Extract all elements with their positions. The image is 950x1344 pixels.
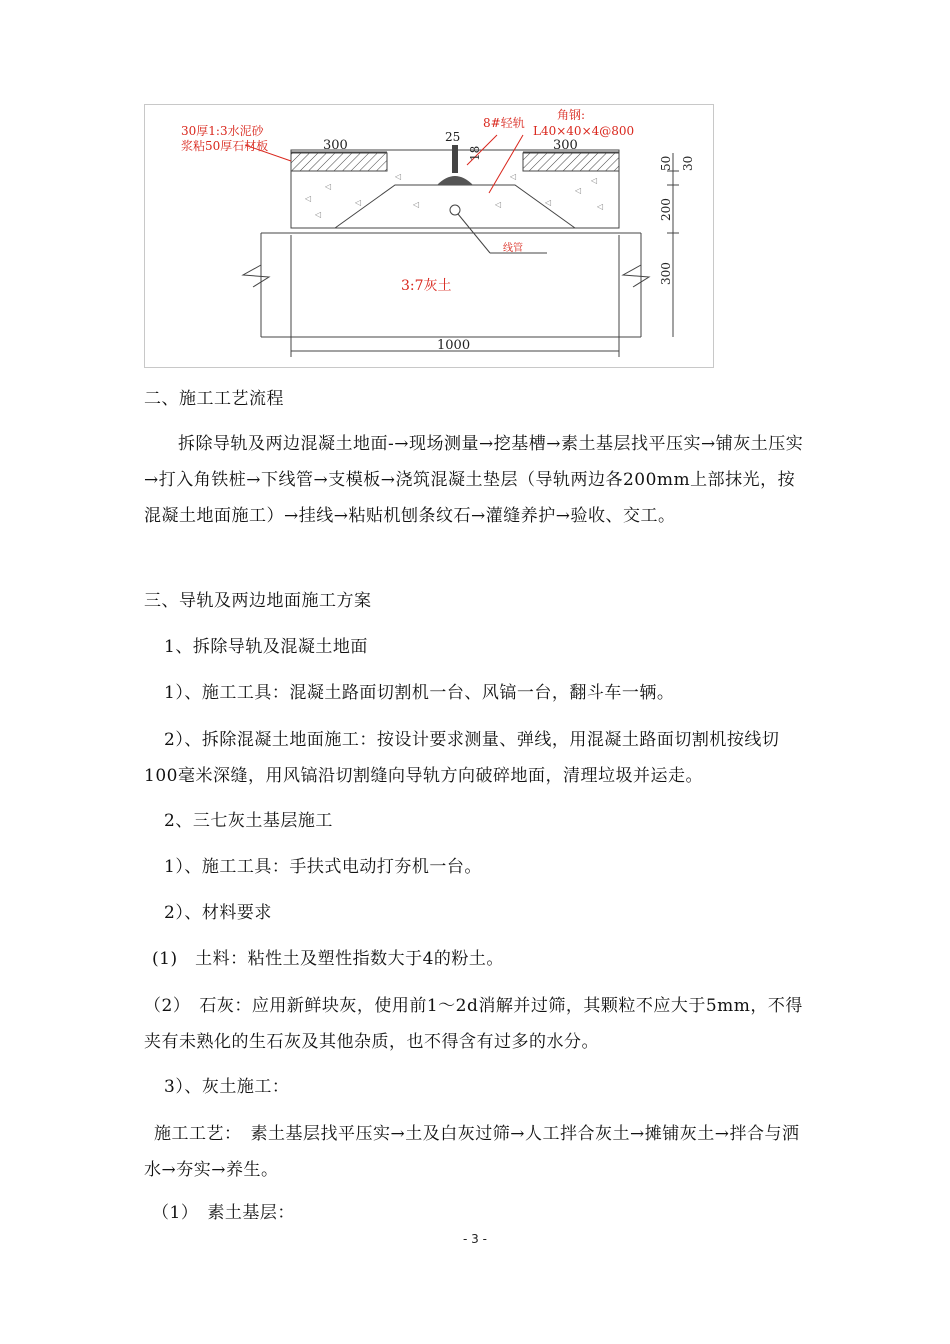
label-mortar-line1: 30厚1:3水泥砂 xyxy=(181,124,264,138)
page-number: - 3 - xyxy=(463,1232,487,1246)
text-plain-soil: （1） 素土基层： xyxy=(152,1203,295,1223)
svg-text:◁: ◁ xyxy=(305,194,312,203)
heading-construction-plan: 三、导轨及两边地面施工方案 xyxy=(144,591,372,611)
subheading-2 xyxy=(144,804,809,838)
dim-50: 50 xyxy=(659,155,673,171)
item-process xyxy=(144,1116,809,1188)
material-lime xyxy=(144,988,809,1060)
text-materials: 2）、材料要求 xyxy=(164,903,272,923)
label-angle-line2: L40×40×4@800 xyxy=(533,124,635,138)
diagram-svg xyxy=(145,105,715,369)
svg-text:◁: ◁ xyxy=(413,200,420,209)
subheading-1 xyxy=(144,630,809,664)
item-materials xyxy=(144,896,809,930)
item-demolish xyxy=(144,722,809,794)
svg-text:◁: ◁ xyxy=(355,198,362,207)
pipe-circle xyxy=(450,205,460,215)
svg-text:◁: ◁ xyxy=(575,186,582,195)
text-demolish: 2）、拆除混凝土地面施工：按设计要求测量、弹线，用混凝土路面切割机按线切100毫米深缝，用风镐沿切割缝向导轨方向破碎地面，清理垃圾并运走。 xyxy=(144,730,780,786)
dim-300-side: 300 xyxy=(659,262,673,285)
section-heading-3 xyxy=(144,584,809,618)
stone-slab-left xyxy=(291,153,387,171)
heading-process-flow: 二、施工工艺流程 xyxy=(144,389,284,409)
rail-web xyxy=(452,145,458,173)
svg-text:◁: ◁ xyxy=(325,182,332,191)
item-tools-1 xyxy=(144,676,809,710)
text-lime-construction: 3）、灰土施工： xyxy=(164,1077,290,1097)
item-plain-soil xyxy=(144,1196,809,1230)
heading-lime-base: 2、三七灰土基层施工 xyxy=(164,811,333,831)
item-tools-2 xyxy=(144,850,809,884)
svg-text:◁: ◁ xyxy=(545,198,552,207)
rail-section-diagram xyxy=(144,104,714,368)
stone-slab-right xyxy=(523,153,619,171)
label-angle-line1: 角钢: xyxy=(557,108,586,122)
section-heading-2 xyxy=(144,382,809,416)
svg-text:◁: ◁ xyxy=(315,210,322,219)
item-lime-construction xyxy=(144,1070,809,1104)
material-soil xyxy=(144,942,809,976)
svg-text:◁: ◁ xyxy=(510,172,517,181)
label-mortar-line2: 浆粘50厚石材板 xyxy=(181,139,269,153)
process-flow-text: 拆除导轨及两边混凝土地面-→现场测量→挖基槽→素土基层找平压实→铺灰土压实→打入角铁桩→下线管→支模板→浇筑混凝土垫层（导轨两边各200mm上部抹光，按混凝土地面施工）→挂线→粘贴机刨条纹石→灌缝养护→验收、交工。 xyxy=(144,434,804,526)
text-material-lime: （2） 石灰：应用新鲜块灰，使用前1～2d消解并过筛，其颗粒不应大于5mm，不得夹有未熟化的生石灰及其他杂质，也不得含有过多的水分。 xyxy=(144,996,803,1052)
heading-demolish: 1、拆除导轨及混凝土地面 xyxy=(164,637,368,657)
text-tools-2: 1）、施工工具：手扶式电动打夯机一台。 xyxy=(164,857,482,877)
svg-text:◁: ◁ xyxy=(591,176,598,185)
svg-text:◁: ◁ xyxy=(495,200,502,209)
text-process: 施工工艺： 素土基层找平压实→土及白灰过筛→人工拌合灰土→摊铺灰土→拌合与洒水→夯实→养生。 xyxy=(144,1124,800,1180)
break-mark-right xyxy=(623,265,649,287)
process-flow-paragraph xyxy=(144,426,809,534)
label-lime-soil: 3:7灰土 xyxy=(401,278,452,294)
dim-1000: 1000 xyxy=(437,338,471,353)
dim-300-left: 300 xyxy=(323,138,348,153)
dim-18: 18 xyxy=(468,145,482,161)
text-tools-1: 1）、施工工具：混凝土路面切割机一台、风镐一台，翻斗车一辆。 xyxy=(164,683,675,703)
dim-25: 25 xyxy=(445,130,461,144)
text-material-soil: (1) 土料：粘性土及塑性指数大于4的粉土。 xyxy=(152,949,504,969)
svg-text:◁: ◁ xyxy=(597,202,604,211)
dim-300-right: 300 xyxy=(553,138,578,153)
dim-200: 200 xyxy=(659,198,673,221)
break-mark-left xyxy=(243,265,269,287)
dim-30: 30 xyxy=(681,155,695,171)
label-rail: 8#轻轨 xyxy=(483,116,525,130)
label-pipe: 线管 xyxy=(503,243,523,254)
svg-text:◁: ◁ xyxy=(395,172,402,181)
